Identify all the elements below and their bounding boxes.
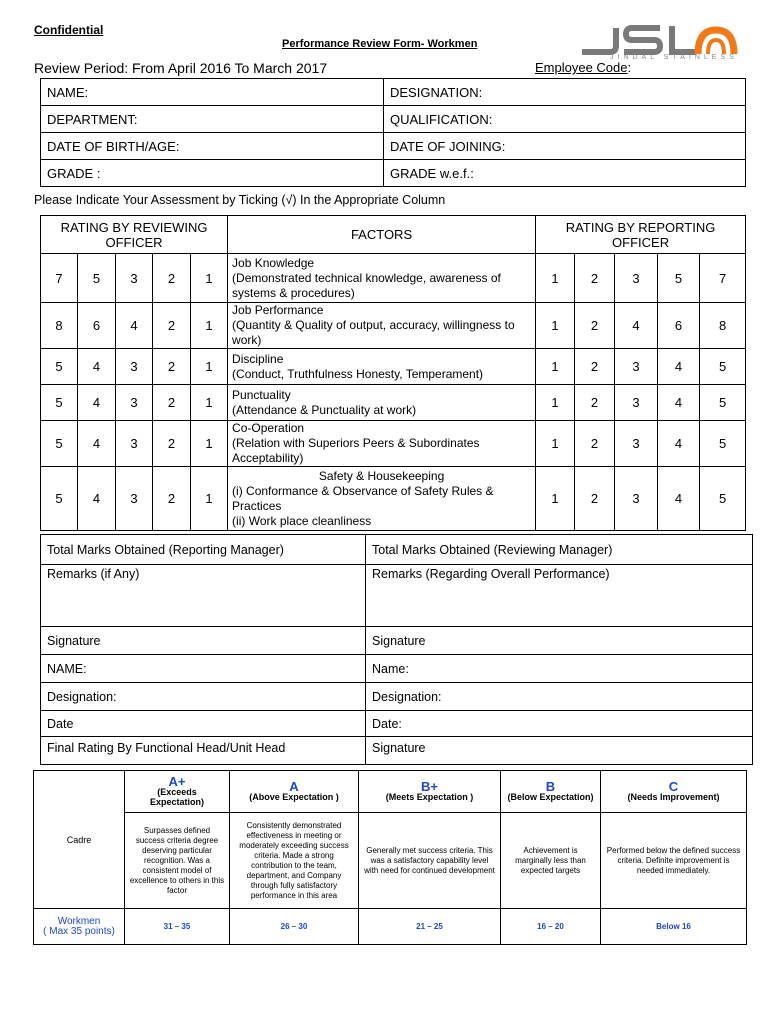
reporting-rating-cell[interactable]: 2 <box>575 303 615 349</box>
reviewing-rating-cell[interactable]: 2 <box>153 385 191 421</box>
reporting-rating-cell[interactable]: 4 <box>658 385 700 421</box>
reviewing-rating-cell[interactable]: 3 <box>116 254 153 303</box>
reviewing-rating-cell[interactable]: 4 <box>78 349 116 385</box>
reviewing-rating-cell[interactable]: 3 <box>116 421 153 467</box>
grade-header-a-plus: A+ (Exceeds Expectation) <box>125 771 230 813</box>
reporting-rating-cell[interactable]: 1 <box>536 421 575 467</box>
reporting-rating-cell[interactable]: 8 <box>700 303 746 349</box>
reporting-rating-cell[interactable]: 3 <box>615 349 658 385</box>
score-range: 16 – 20 <box>501 909 601 945</box>
reviewing-officer-header: RATING BY REVIEWING OFFICER <box>41 216 228 254</box>
total-marks-reviewing-field[interactable]: Total Marks Obtained (Reviewing Manager) <box>366 535 753 565</box>
department-field[interactable]: DEPARTMENT: <box>41 106 384 133</box>
factor-row-co-operation <box>41 421 746 467</box>
name-field[interactable]: NAME: <box>41 79 384 106</box>
reviewing-rating-cell[interactable]: 2 <box>153 421 191 467</box>
rating-legend-table <box>33 770 747 945</box>
dob-age-field[interactable]: DATE OF BIRTH/AGE: <box>41 133 384 160</box>
reporting-rating-cell[interactable]: 3 <box>615 254 658 303</box>
grade-header-a: A (Above Expectation ) <box>230 771 359 813</box>
reviewing-rating-cell[interactable]: 5 <box>41 421 78 467</box>
reviewing-rating-cell[interactable]: 4 <box>78 467 116 531</box>
factor-row-job-performance <box>41 303 746 349</box>
confidential-label: Confidential <box>34 23 104 37</box>
reporting-rating-cell[interactable]: 4 <box>615 303 658 349</box>
employee-info-table <box>40 78 746 187</box>
grade-description: Generally met success criteria. This was a satisfactory capability level with need for continued development <box>359 813 501 909</box>
reporting-rating-cell[interactable]: 2 <box>575 467 615 531</box>
designation-right-field[interactable]: Designation: <box>366 683 753 711</box>
grade-header-b: B (Below Expectation) <box>501 771 601 813</box>
reporting-rating-cell[interactable]: 1 <box>536 385 575 421</box>
reporting-rating-cell[interactable]: 1 <box>536 349 575 385</box>
factor-row-punctuality <box>41 385 746 421</box>
signature-right-field[interactable]: Signature <box>366 627 753 655</box>
workmen-label: Workmen ( Max 35 points) <box>34 909 125 945</box>
designation-field[interactable]: DESIGNATION: <box>384 79 746 106</box>
remarks-left-field[interactable]: Remarks (if Any) <box>41 565 366 627</box>
reviewing-rating-cell[interactable]: 7 <box>41 254 78 303</box>
remarks-right-field[interactable]: Remarks (Regarding Overall Performance) <box>366 565 753 627</box>
reporting-rating-cell[interactable]: 4 <box>658 467 700 531</box>
reviewing-rating-cell[interactable]: 1 <box>191 254 228 303</box>
grade-header-c: C (Needs Improvement) <box>601 771 747 813</box>
name-right-field[interactable]: Name: <box>366 655 753 683</box>
reporting-rating-cell[interactable]: 1 <box>536 467 575 531</box>
grade-header-b-plus: B+ (Meets Expectation ) <box>359 771 501 813</box>
reviewing-rating-cell[interactable]: 4 <box>78 421 116 467</box>
grade-description: Surpasses defined success criteria degree deserving particular recognition. Was a consistent model of excellence to others in this factor <box>125 813 230 909</box>
qualification-field[interactable]: QUALIFICATION: <box>384 106 746 133</box>
reviewing-rating-cell[interactable]: 5 <box>78 254 116 303</box>
grade-field[interactable]: GRADE : <box>41 160 384 187</box>
grade-description: Achievement is marginally less than expected targets <box>501 813 601 909</box>
logo-subtitle: JINDAL STAINLESS <box>610 54 738 61</box>
reviewing-rating-cell[interactable]: 2 <box>153 303 191 349</box>
score-range: 21 – 25 <box>359 909 501 945</box>
reviewing-rating-cell[interactable]: 2 <box>153 467 191 531</box>
signature-left-field[interactable]: Signature <box>41 627 366 655</box>
reviewing-rating-cell[interactable]: 3 <box>116 385 153 421</box>
factor-row-job-knowledge <box>41 254 746 303</box>
factor-row-safety-housekeeping <box>41 467 746 531</box>
reviewing-rating-cell[interactable]: 1 <box>191 421 228 467</box>
grade-description: Consistently demonstrated effectiveness in meeting or moderately exceeding success criteria. Made a strong contribution to the team, department, and Company through fully satisfactory performance in this area <box>230 813 359 909</box>
reviewing-rating-cell[interactable]: 4 <box>116 303 153 349</box>
factor-description: Co-Operation (Relation with Superiors Peers & Subordinates Acceptability) <box>228 421 536 467</box>
reporting-rating-cell[interactable]: 4 <box>658 349 700 385</box>
rating-table <box>40 215 746 531</box>
reviewing-rating-cell[interactable]: 4 <box>78 385 116 421</box>
reviewing-rating-cell[interactable]: 8 <box>41 303 78 349</box>
reviewing-rating-cell[interactable]: 1 <box>191 303 228 349</box>
cadre-label: Cadre <box>34 771 125 909</box>
reporting-rating-cell[interactable]: 1 <box>536 303 575 349</box>
factors-header: FACTORS <box>228 216 536 254</box>
form-title: Performance Review Form- Workmen <box>282 38 478 50</box>
reporting-rating-cell[interactable]: 3 <box>615 467 658 531</box>
factor-description: Discipline (Conduct, Truthfulness Honesty, Temperament) <box>228 349 536 385</box>
signoff-table <box>40 534 753 765</box>
total-marks-reporting-field[interactable]: Total Marks Obtained (Reporting Manager) <box>41 535 366 565</box>
reporting-rating-cell[interactable]: 5 <box>700 421 746 467</box>
factor-description: Job Performance (Quantity & Quality of output, accuracy, willingness to work) <box>228 303 536 349</box>
score-range: 26 – 30 <box>230 909 359 945</box>
grade-wef-field[interactable]: GRADE w.e.f.: <box>384 160 746 187</box>
reviewing-rating-cell[interactable]: 5 <box>41 467 78 531</box>
date-right-field[interactable]: Date: <box>366 711 753 737</box>
date-of-joining-field[interactable]: DATE OF JOINING: <box>384 133 746 160</box>
reviewing-rating-cell[interactable]: 5 <box>41 349 78 385</box>
reporting-rating-cell[interactable]: 3 <box>615 385 658 421</box>
factor-description: Job Knowledge (Demonstrated technical knowledge, awareness of systems & procedures) <box>228 254 536 303</box>
designation-left-field[interactable]: Designation: <box>41 683 366 711</box>
score-range: 31 – 35 <box>125 909 230 945</box>
reviewing-rating-cell[interactable]: 1 <box>191 385 228 421</box>
factor-description: Punctuality (Attendance & Punctuality at work) <box>228 385 536 421</box>
reviewing-rating-cell[interactable]: 3 <box>116 467 153 531</box>
reviewing-rating-cell[interactable]: 6 <box>78 303 116 349</box>
final-rating-field[interactable]: Final Rating By Functional Head/Unit Head <box>41 737 366 765</box>
reporting-rating-cell[interactable]: 5 <box>700 385 746 421</box>
reporting-officer-header: RATING BY REPORTING OFFICER <box>536 216 746 254</box>
reviewing-rating-cell[interactable]: 2 <box>153 254 191 303</box>
reporting-rating-cell[interactable]: 2 <box>575 421 615 467</box>
name-left-field[interactable]: NAME: <box>41 655 366 683</box>
reporting-rating-cell[interactable]: 1 <box>536 254 575 303</box>
instruction-text: Please Indicate Your Assessment by Ticking (√) In the Appropriate Column <box>34 193 446 207</box>
factor-description: Safety & Housekeeping (i) Conformance & Observance of Safety Rules & Practices (ii) Work place cleanliness <box>228 467 536 531</box>
review-period: Review Period: From April 2016 To March 2017 <box>34 60 328 76</box>
reviewing-rating-cell[interactable]: 3 <box>116 349 153 385</box>
reporting-rating-cell[interactable]: 2 <box>575 385 615 421</box>
reviewing-rating-cell[interactable]: 2 <box>153 349 191 385</box>
reporting-rating-cell[interactable]: 2 <box>575 254 615 303</box>
reporting-rating-cell[interactable]: 7 <box>700 254 746 303</box>
date-left-field[interactable]: Date <box>41 711 366 737</box>
reporting-rating-cell[interactable]: 6 <box>658 303 700 349</box>
reporting-rating-cell[interactable]: 5 <box>700 467 746 531</box>
reporting-rating-cell[interactable]: 3 <box>615 421 658 467</box>
reporting-rating-cell[interactable]: 4 <box>658 421 700 467</box>
reviewing-rating-cell[interactable]: 1 <box>191 467 228 531</box>
reporting-rating-cell[interactable]: 5 <box>700 349 746 385</box>
grade-description: Performed below the defined success criteria. Definite improvement is needed immediately. <box>601 813 747 909</box>
reviewing-rating-cell[interactable]: 1 <box>191 349 228 385</box>
score-range: Below 16 <box>601 909 747 945</box>
factor-row-discipline <box>41 349 746 385</box>
reviewing-rating-cell[interactable]: 5 <box>41 385 78 421</box>
employee-code-label: Employee Code: <box>535 60 632 75</box>
reporting-rating-cell[interactable]: 5 <box>658 254 700 303</box>
reporting-rating-cell[interactable]: 2 <box>575 349 615 385</box>
final-signature-field[interactable]: Signature <box>366 737 753 765</box>
